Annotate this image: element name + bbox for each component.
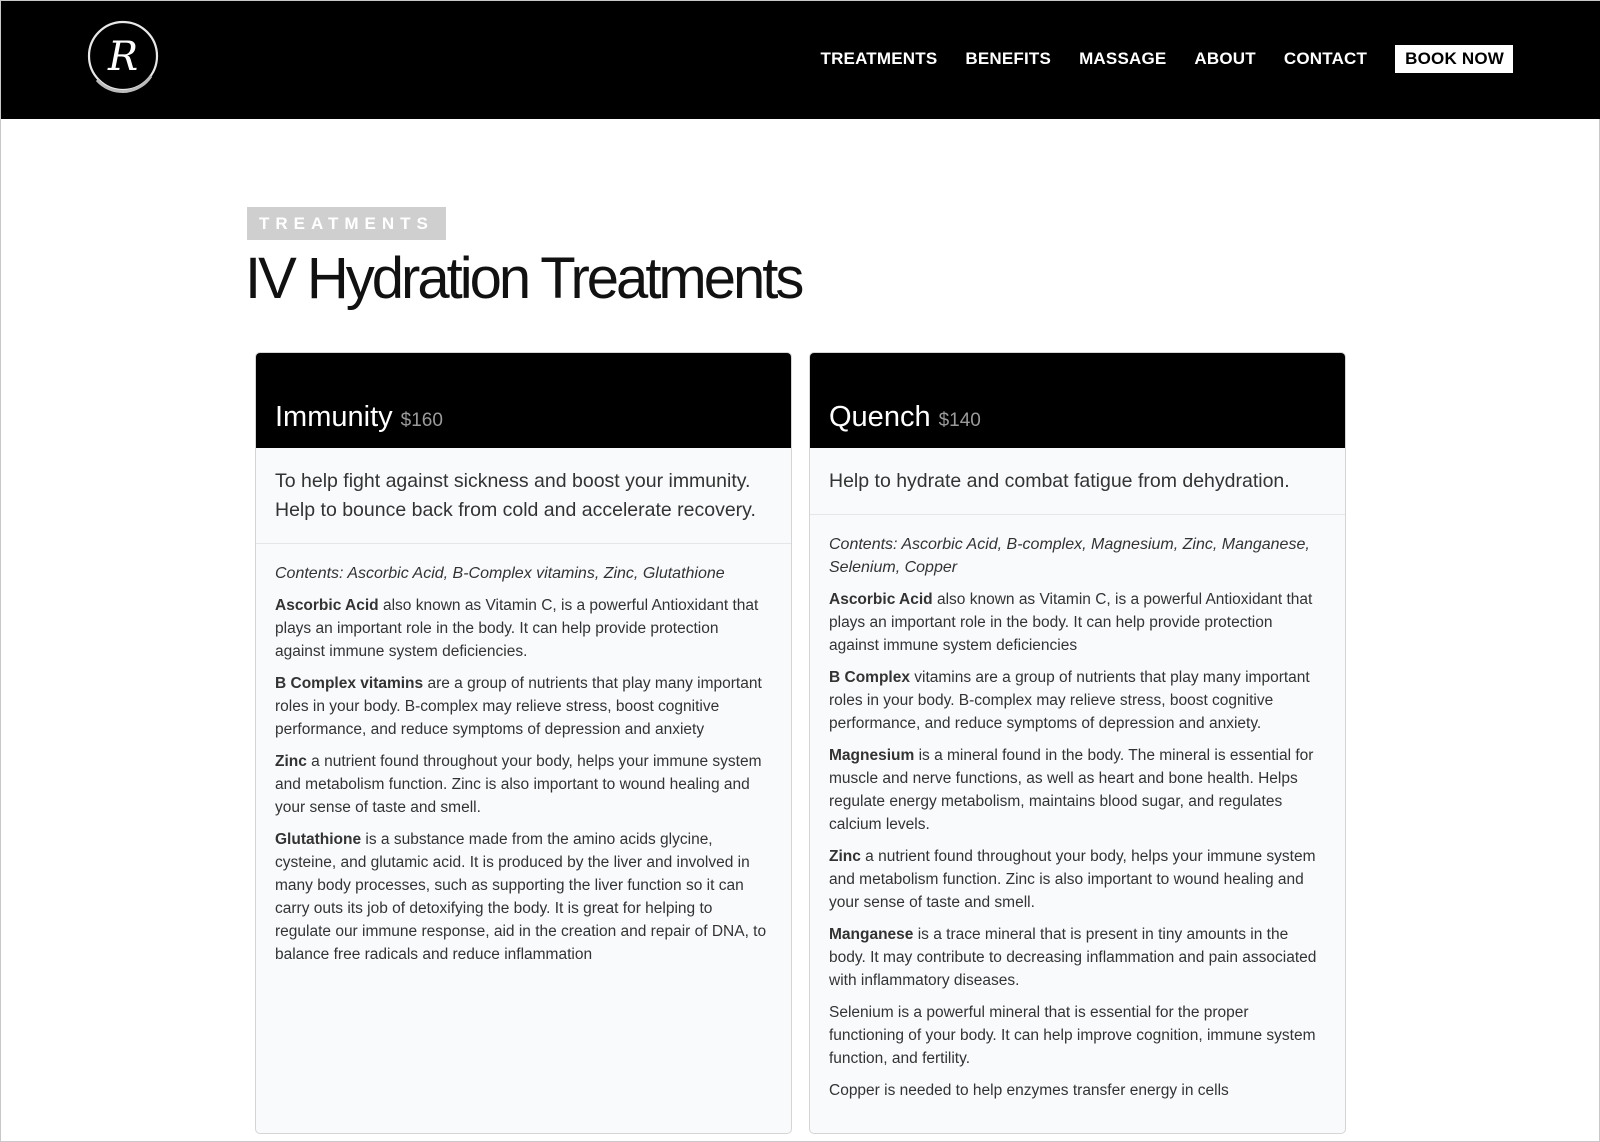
ingredient-description: Ascorbic Acid also known as Vitamin C, is a powerful Antioxidant that plays an important role in the body. It can help provide protection against immune system deficiencies. [275,597,759,660]
card-title [829,401,981,434]
card-name: Immunity [275,401,393,433]
nav-contact[interactable]: CONTACT [1283,49,1368,68]
card-price: $160 [400,410,443,431]
card-name: Quench [829,401,931,433]
ingredient-name: B Complex vitamins [275,675,424,692]
page-title: IV Hydration Treatments [245,246,802,311]
ingredient-description: Glutathione is a substance made from the amino acids glycine, cysteine, and glutamic acid. It is produced by the liver and involved in many body processes, such as supporting the liver function so it can carry outs its job of detoxifying the body. It is great for helping to regulate our immune response, aid in the creation and repair of DNA, to balance free radicals and reduce inflammation [275,831,767,963]
logo-letter: R [107,34,139,80]
card-header [810,353,1345,448]
card-body [810,515,1345,1102]
section-eyebrow: TREATMENTS [247,207,446,240]
ingredient-description: Ascorbic Acid also known as Vitamin C, is a powerful Antioxidant that plays an important role in the body. It can help provide protection against immune system deficiencies [829,591,1313,654]
nav-treatments[interactable]: TREATMENTS [820,49,938,68]
logo[interactable] [85,18,161,94]
card-body [256,544,791,966]
ingredient-description: Zinc a nutrient found throughout your body, helps your immune system and metabolism function. Zinc is also important to wound healing and your sense of taste and smell. [275,753,762,816]
card-summary: Help to hydrate and combat fatigue from dehydration. [810,448,1345,515]
ingredient-name: Glutathione [275,831,362,848]
book-now-button[interactable]: BOOK NOW [1395,45,1513,73]
site-header [1,1,1600,119]
nav-benefits[interactable]: BENEFITS [965,49,1052,68]
ingredient-name: Ascorbic Acid [275,597,379,614]
card-header [256,353,791,448]
main-nav [820,45,1513,73]
ingredient-description: Selenium is a powerful mineral that is essential for the proper functioning of your body. It can help improve cognition, immune system function, and fertility. [829,1004,1316,1067]
card-contents: Contents: Ascorbic Acid, B-complex, Magnesium, Zinc, Manganese, Selenium, Copper [829,536,1310,576]
ingredient-description: B Complex vitamins are a group of nutrients that play many important roles in your body. B-complex may relieve stress, boost cognitive performance, and reduce symptoms of depression and anxiety [275,675,762,738]
ingredient-name: Magnesium [829,747,915,764]
card-contents: Contents: Ascorbic Acid, B-Complex vitamins, Zinc, Glutathione [275,565,725,582]
card-summary: To help fight against sickness and boost your immunity. Help to bounce back from cold and accelerate recovery. [256,448,791,544]
card-title [275,401,443,434]
ingredient-description: Manganese is a trace mineral that is present in tiny amounts in the body. It may contribute to decreasing inflammation and pain associated with inflammatory diseases. [829,926,1317,989]
logo-mark-icon [85,18,161,94]
ingredient-name: Manganese [829,926,914,943]
ingredient-name: Zinc [829,848,861,865]
ingredient-description: Zinc a nutrient found throughout your body, helps your immune system and metabolism function. Zinc is also important to wound healing and your sense of taste and smell. [829,848,1316,911]
treatment-card-immunity [255,352,792,1134]
nav-about[interactable]: ABOUT [1194,49,1256,68]
ingredient-name: B Complex [829,669,910,686]
ingredient-description: Copper is needed to help enzymes transfer energy in cells [829,1082,1229,1099]
ingredient-description: B Complex vitamins are a group of nutrients that play many important roles in your body. B-complex may relieve stress, boost cognitive performance, and reduce symptoms of depression and anxiety. [829,669,1310,732]
card-price: $140 [938,410,981,431]
ingredient-description: Magnesium is a mineral found in the body. The mineral is essential for muscle and nerve functions, as well as heart and bone health. Helps regulate energy metabolism, maintains blood sugar, and regulates calcium levels. [829,747,1314,833]
ingredient-name: Ascorbic Acid [829,591,933,608]
treatment-card-quench [809,352,1346,1134]
nav-massage[interactable]: MASSAGE [1079,49,1167,68]
ingredient-name: Zinc [275,753,307,770]
